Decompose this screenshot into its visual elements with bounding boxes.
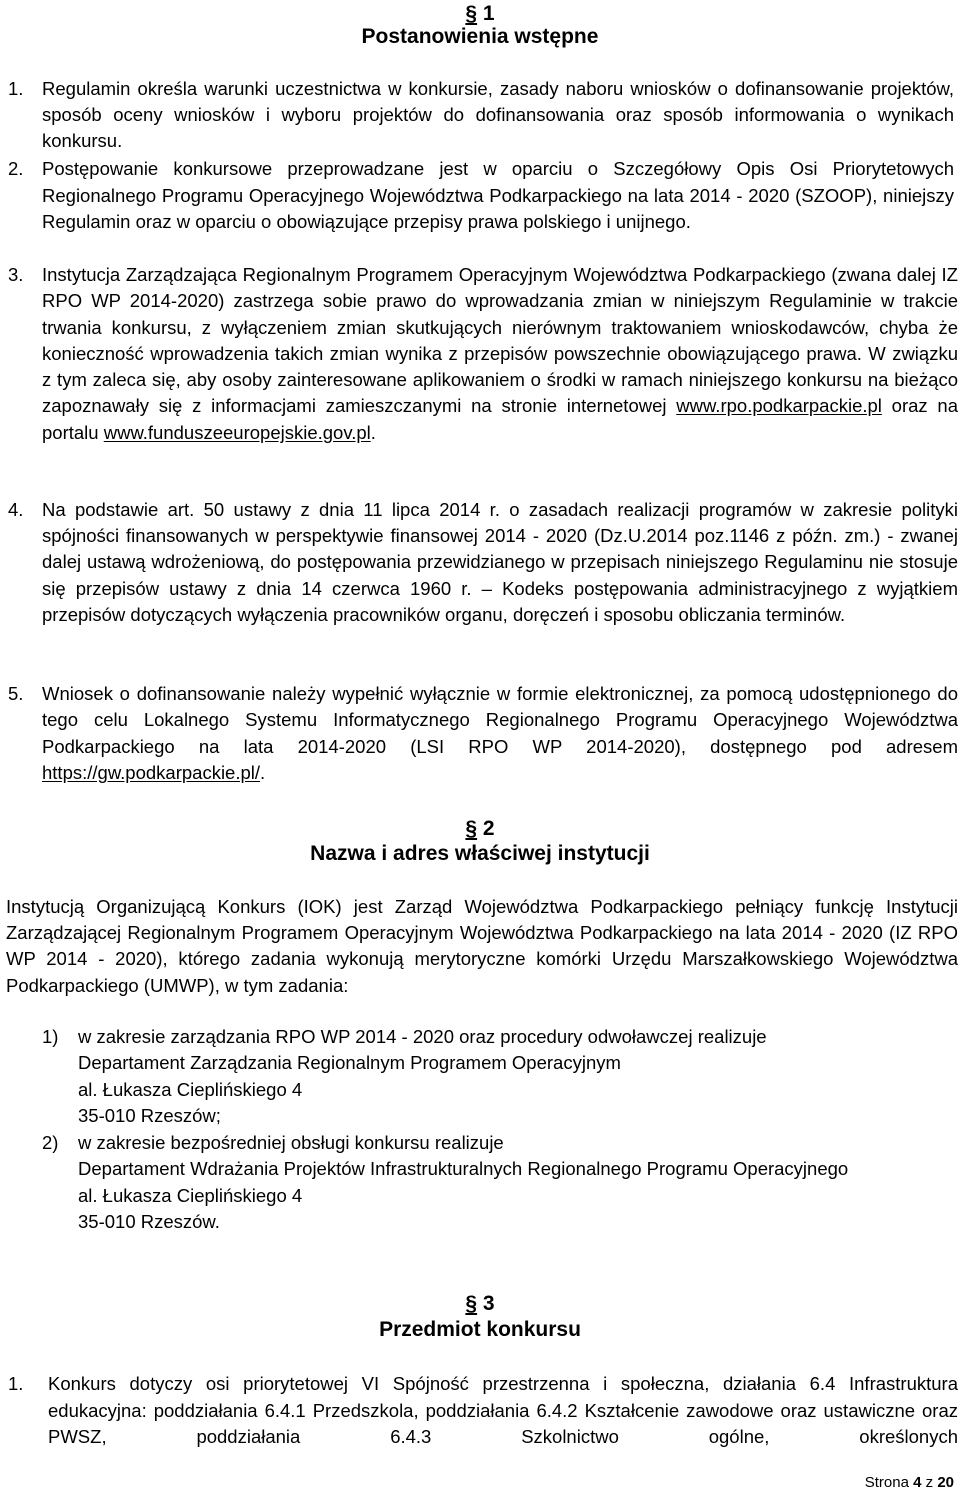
paragraph-text: oraz na portalu <box>42 395 958 443</box>
address-block <box>78 1024 958 1129</box>
address-line: al. Łukasza Cieplińskiego 4 <box>78 1078 303 1100</box>
section-symbol: § <box>465 1292 478 1315</box>
item-number: 1. <box>8 78 24 99</box>
section-number: 3 <box>482 1292 495 1315</box>
section-1-title: Postanowienia wstępne <box>361 25 599 48</box>
address-line: Departament Wdrażania Projektów Infrastrukturalnych Regionalnego Programu Operacyjnego <box>78 1158 849 1180</box>
footer-total: 20 <box>937 1474 954 1491</box>
rpo-link[interactable]: www.rpo.podkarpackie.pl <box>676 395 882 417</box>
paragraph <box>42 681 958 786</box>
item-number: 5. <box>8 683 24 704</box>
paragraph <box>42 262 958 446</box>
item-number: 2. <box>8 158 24 179</box>
address-block <box>78 1130 958 1235</box>
footer-of: z <box>925 1474 934 1491</box>
section-symbol: § <box>465 817 478 840</box>
page-footer <box>865 1474 954 1491</box>
paragraph-text: . <box>260 761 266 783</box>
item-number: 2) <box>42 1132 59 1153</box>
section-2-number <box>0 815 960 842</box>
footer-page: 4 <box>913 1474 922 1491</box>
item-number: 1. <box>8 1373 24 1394</box>
address-line: 35-010 Rzeszów. <box>78 1210 220 1232</box>
item-number: 1) <box>42 1026 59 1047</box>
address-line: 35-010 Rzeszów; <box>78 1104 221 1126</box>
item-number: 3. <box>8 264 24 285</box>
address-line: Departament Zarządzania Regionalnym Programem Operacyjnym <box>78 1052 621 1074</box>
address-line: w zakresie bezpośredniej obsługi konkursu realizuje <box>78 1132 504 1153</box>
paragraph: Konkurs dotyczy osi priorytetowej VI Spójność przestrzenna i społeczna, działania 6.4 Infrastruktura edukacyjna: poddziałania 6.4.1 Przedszkola, poddziałania 6.4.2 Kształcenie zawodowe oraz ustawiczne oraz PWSZ, poddziałania 6.4.3 Szkolnictwo ogólne, określonych <box>48 1373 958 1447</box>
paragraph-text: Instytucja Zarządzająca Regionalnym Programem Operacyjnym Województwa Podkarpackiego (zwana dalej IZ RPO WP 2014-2020) zastrzega sobie prawo do wprowadzania zmian w niniejszym Regulaminie w trakcie trwania konkursu, z wyłączeniem zmian skutkujących nierównym traktowaniem wnioskodawców, chyba że konieczność wprowadzenia takich zmian wynika z przepisów powszechnie obowiązującego prawa. W związku z tym zaleca się, aby osoby zainteresowane aplikowaniem o środki w ramach niniejszego konkursu na bieżąco zapoznawały się z informacjami zamieszczanymi na stronie internetowej <box>42 264 958 417</box>
funds-portal-link[interactable]: www.funduszeeuropejskie.gov.pl <box>103 421 371 443</box>
address-line: w zakresie zarządzania RPO WP 2014 - 2020 oraz procedury odwoławczej realizuje <box>78 1026 767 1047</box>
lsi-link[interactable]: https://gw.podkarpackie.pl/ <box>42 761 261 783</box>
section-symbol: § <box>465 2 478 25</box>
section-2-title: Nazwa i adres właściwej instytucji <box>310 842 650 865</box>
paragraph: Na podstawie art. 50 ustawy z dnia 11 lipca 2014 r. o zasadach realizacji programów w zakresie polityki spójności finansowanych w perspektywie finansowej 2014 - 2020 (Dz.U.2014 poz.1146 z późn. zm.) - zwanej dalej ustawą wdrożeniową, do postępowania przewidzianego w przepisach niniejszego Regulaminu nie stosuje się przepisów ustawy z dnia 14 czerwca 1960 r. – Kodeks postępowania administracyjnego z wyjątkiem przepisów dotyczących wyłączenia pracowników organu, doręczeń i sposobu obliczania terminów. <box>42 499 958 625</box>
section-number: 2 <box>482 817 495 840</box>
paragraph-text: . <box>370 421 376 443</box>
paragraph-text: Wniosek o dofinansowanie należy wypełnić wyłącznie w formie elektronicznej, za pomocą udostępnionego do tego celu Lokalnego Systemu Informatycznego Regionalnego Programu Operacyjnego Województwa Podkarpackiego na lata 2014-2020 (LSI RPO WP 2014-2020), dostępnego pod adresem <box>42 683 958 757</box>
address-line: al. Łukasza Cieplińskiego 4 <box>78 1184 303 1206</box>
paragraph: Regulamin określa warunki uczestnictwa w konkursie, zasady naboru wniosków o dofinansowanie projektów, sposób oceny wniosków i wyboru projektów do dofinansowania oraz sposób informowania o wynikach konkursu. <box>42 78 954 151</box>
section-3-title: Przedmiot konkursu <box>379 1318 581 1341</box>
paragraph: Instytucją Organizującą Konkurs (IOK) jest Zarząd Województwa Podkarpackiego pełniący funkcję Instytucji Zarządzającej Regionalnym Programem Operacyjnym Województwa Podkarpackiego na lata 2014 - 2020 (IZ RPO WP 2014 - 2020), którego zadania wykonują merytoryczne komórki Urzędu Marszałkowskiego Województwa Podkarpackiego (UMWP), w tym zadania: <box>6 896 958 996</box>
footer-label: Strona <box>864 1474 909 1491</box>
section-3-number <box>0 1290 960 1317</box>
section-number: 1 <box>482 2 495 25</box>
paragraph: Postępowanie konkursowe przeprowadzane jest w oparciu o Szczegółowy Opis Osi Priorytetowych Regionalnego Programu Operacyjnego Województwa Podkarpackiego na lata 2014 - 2020 (SZOOP), niniejszy Regulamin oraz w oparciu o obowiązujące przepisy prawa polskiego i unijnego. <box>42 158 954 232</box>
item-number: 4. <box>8 499 24 520</box>
